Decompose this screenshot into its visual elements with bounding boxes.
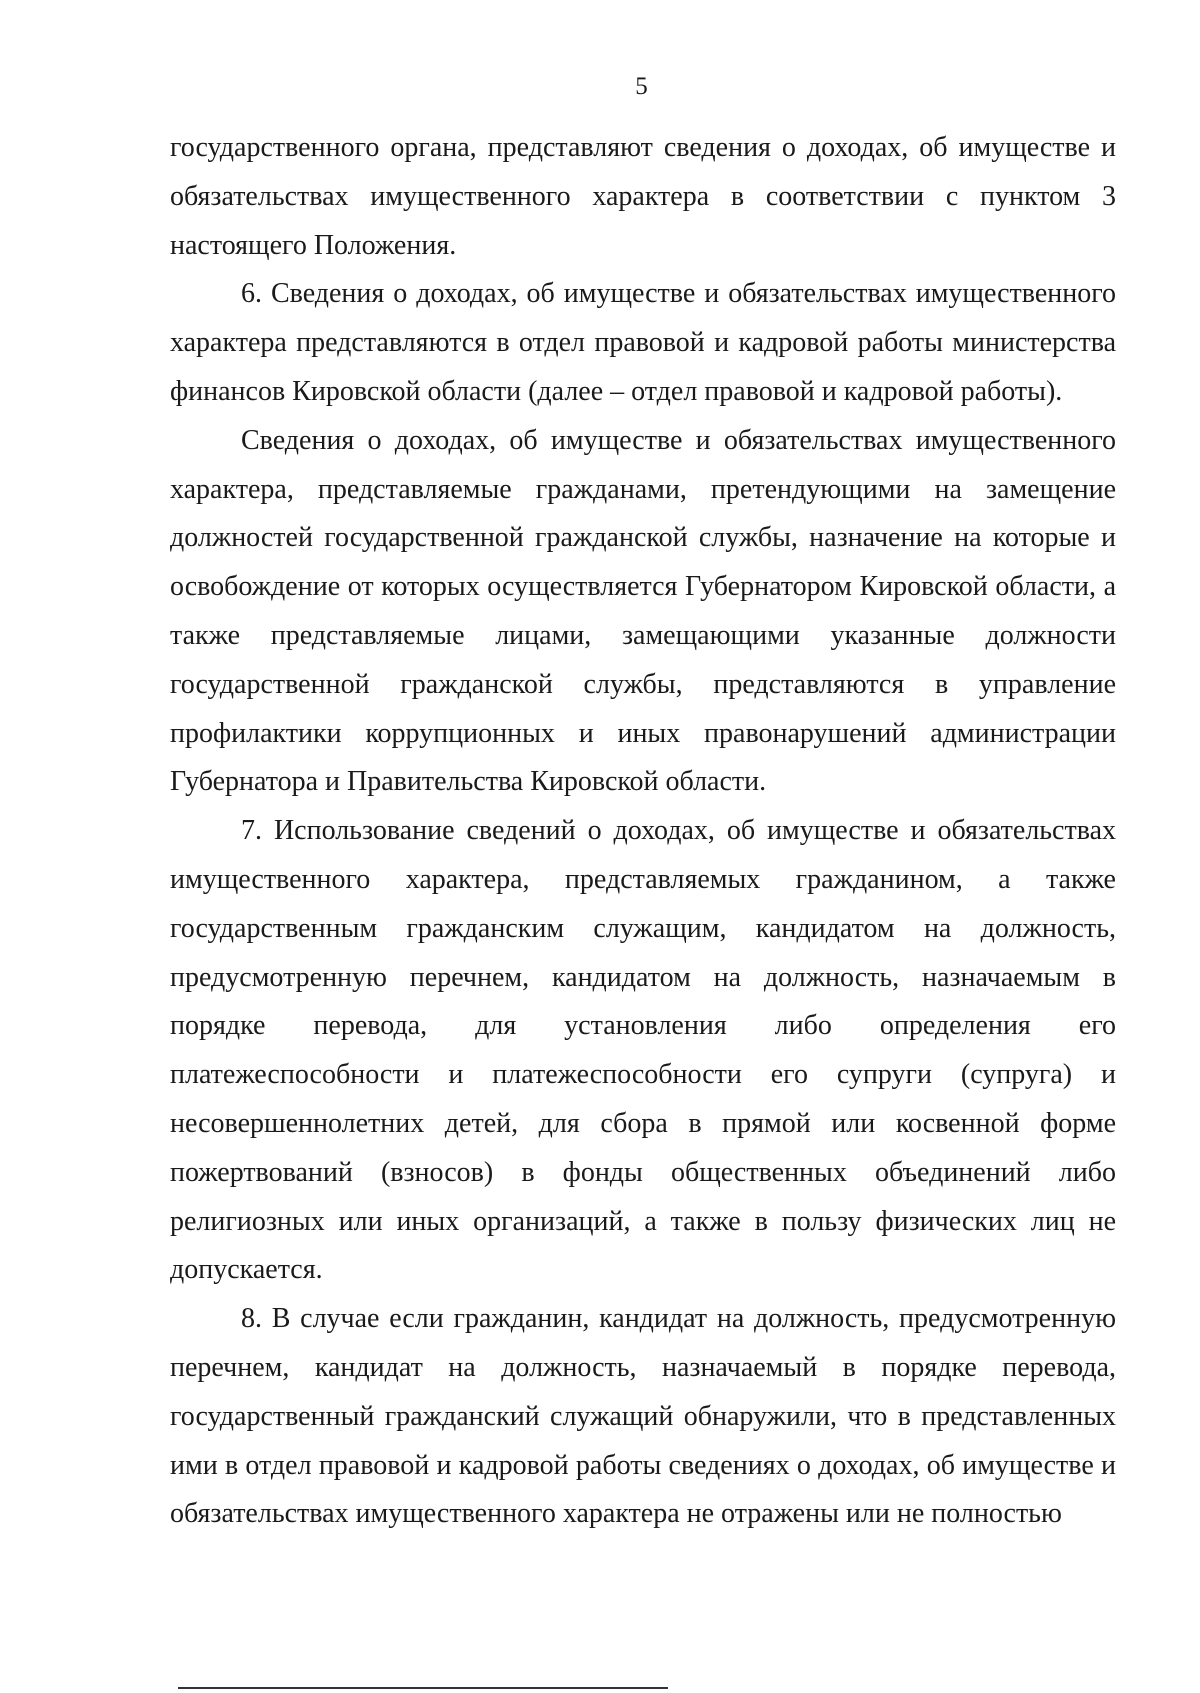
footer-divider [178,1687,668,1689]
paragraph-item-6: 6. Сведения о доходах, об имуществе и обязательствах имущественного характера представляются в отдел правовой и кадровой работы министерства финансов Кировской области (далее – отдел правовой и кадровой работы). [170,278,1116,407]
page-number: 5 [635,73,648,100]
paragraph-continuation: государственного органа, представляют сведения о доходах, об имуществе и обязательствах имущественного характера в соответствии с пунктом 3 настоящего Положения. [170,132,1116,261]
body-text [170,124,1116,1539]
paragraph-item-6-continued: Сведения о доходах, об имуществе и обязательствах имущественного характера, представляемые гражданами, претендующими на замещение должностей государственной гражданской службы, назначение на которые и освобождение от которых осуществляется Губернатором Кировской области, а также представляемые лицами, замещающими указанные должности государственной гражданской службы, представляются в управление профилактики коррупционных и иных правонарушений администрации Губернатора и Правительства Кировской области. [170,424,1116,798]
paragraph-item-7: 7. Использование сведений о доходах, об имуществе и обязательствах имущественного характера, представляемых гражданином, а также государственным гражданским служащим, кандидатом на должность, предусмотренную перечнем, кандидатом на должность, назначаемым в порядке перевода, для установления либо определения его платежеспособности и платежеспособности его супруги (супруга) и несовершеннолетних детей, для сбора в прямой или косвенной форме пожертвований (взносов) в фонды общественных объединений либо религиозных или иных организаций, а также в пользу физических лиц не допускается. [170,815,1116,1286]
paragraph-item-8: 8. В случае если гражданин, кандидат на должность, предусмотренную перечнем, кандидат на должность, назначаемый в порядке перевода, государственный гражданский служащий обнаружили, что в представленных ими в отдел правовой и кадровой работы сведениях о доходах, об имуществе и обязательствах имущественного характера не отражены или не полностью [170,1303,1116,1530]
